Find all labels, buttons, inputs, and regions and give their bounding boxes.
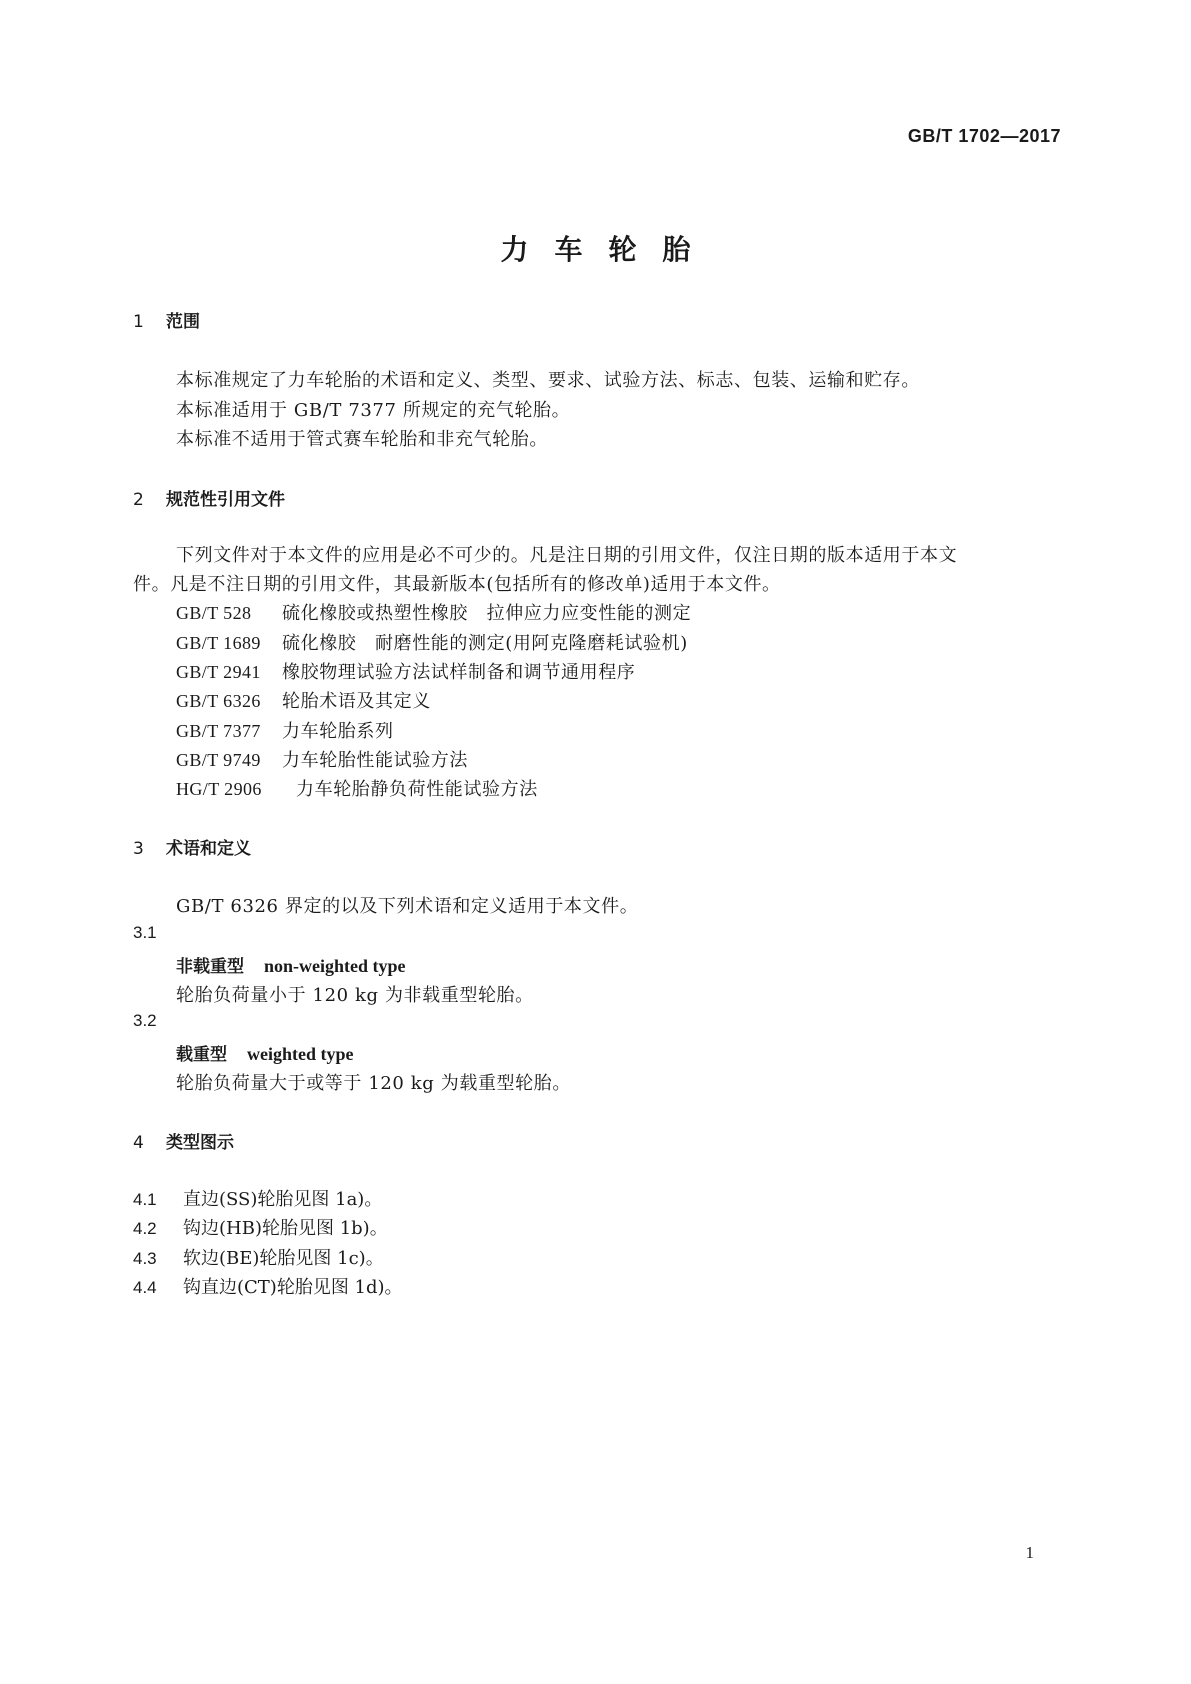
clause-item bbox=[133, 1244, 384, 1270]
reference-code: GB/T 528 bbox=[176, 603, 252, 623]
clause-item bbox=[133, 1214, 388, 1240]
document-title: 力车轮胎 bbox=[500, 233, 717, 266]
term-entry bbox=[176, 1040, 354, 1065]
reference-code: GB/T 6326 bbox=[176, 691, 261, 711]
section-number: 2 bbox=[133, 490, 144, 510]
term-definition: 轮胎负荷量大于或等于 120 kg 为载重型轮胎。 bbox=[176, 1073, 571, 1094]
reference-item bbox=[176, 658, 635, 684]
reference-code: GB/T 1689 bbox=[176, 633, 261, 653]
term-en: non-weighted type bbox=[264, 956, 406, 976]
reference-item bbox=[176, 629, 688, 655]
clause-item bbox=[133, 1185, 382, 1211]
reference-title: 力车轮胎性能试验方法 bbox=[282, 750, 468, 771]
section-number: 1 bbox=[133, 312, 144, 332]
section-heading-scope bbox=[133, 307, 200, 332]
paragraph: 本标准适用于 GB/T 7377 所规定的充气轮胎。 bbox=[176, 400, 571, 421]
term-zh: 载重型 bbox=[176, 1045, 227, 1065]
term-number: 3.2 bbox=[133, 1011, 157, 1030]
reference-code: GB/T 9749 bbox=[176, 750, 261, 770]
clause-number: 4.2 bbox=[133, 1219, 157, 1238]
paragraph: 本标准不适用于管式赛车轮胎和非充气轮胎。 bbox=[176, 429, 548, 450]
reference-code: GB/T 7377 bbox=[176, 721, 261, 741]
clause-text: 直边(SS)轮胎见图 1a)。 bbox=[183, 1189, 383, 1210]
section-heading-type-illustrations bbox=[133, 1128, 234, 1153]
clause-text: 钩直边(CT)轮胎见图 1d)。 bbox=[183, 1277, 403, 1298]
reference-item bbox=[176, 599, 691, 625]
section-number: 3 bbox=[133, 839, 144, 859]
section-title: 范围 bbox=[166, 312, 200, 332]
clause-number: 4.3 bbox=[133, 1249, 157, 1268]
clause-text: 软边(BE)轮胎见图 1c)。 bbox=[183, 1248, 384, 1269]
reference-item bbox=[176, 687, 431, 713]
reference-code: HG/T 2906 bbox=[176, 779, 262, 799]
clause-number: 4.4 bbox=[133, 1278, 157, 1297]
standard-number: GB/T 1702—2017 bbox=[907, 126, 1061, 146]
reference-title: 力车轮胎静负荷性能试验方法 bbox=[296, 779, 538, 800]
term-zh: 非载重型 bbox=[176, 957, 244, 977]
section-heading-normative-references bbox=[133, 485, 285, 510]
paragraph: GB/T 6326 界定的以及下列术语和定义适用于本文件。 bbox=[176, 896, 639, 917]
reference-item bbox=[176, 717, 394, 743]
clause-text: 钩边(HB)轮胎见图 1b)。 bbox=[183, 1218, 388, 1239]
section-title: 规范性引用文件 bbox=[166, 490, 285, 510]
term-definition: 轮胎负荷量小于 120 kg 为非载重型轮胎。 bbox=[176, 985, 534, 1006]
section-title: 术语和定义 bbox=[166, 839, 251, 859]
term-entry bbox=[176, 952, 406, 977]
reference-title: 轮胎术语及其定义 bbox=[282, 691, 431, 712]
reference-item bbox=[176, 775, 538, 801]
paragraph: 下列文件对于本文件的应用是必不可少的。凡是注日期的引用文件，仅注日期的版本适用于本文 bbox=[176, 545, 958, 566]
reference-title: 硫化橡胶 耐磨性能的测定(用阿克隆磨耗试验机) bbox=[282, 633, 688, 654]
reference-title: 硫化橡胶或热塑性橡胶 拉伸应力应变性能的测定 bbox=[282, 603, 692, 624]
clause-number: 4.1 bbox=[133, 1190, 157, 1209]
reference-title: 橡胶物理试验方法试样制备和调节通用程序 bbox=[282, 662, 636, 683]
page-number: 1 bbox=[1025, 1543, 1034, 1562]
section-number: 4 bbox=[133, 1133, 144, 1153]
clause-item bbox=[133, 1273, 403, 1299]
reference-item bbox=[176, 746, 468, 772]
section-heading-terms-definitions bbox=[133, 834, 251, 859]
paragraph-continuation: 件。凡是不注日期的引用文件，其最新版本(包括所有的修改单)适用于本文件。 bbox=[133, 574, 781, 595]
section-title: 类型图示 bbox=[166, 1133, 234, 1153]
reference-title: 力车轮胎系列 bbox=[282, 721, 394, 742]
reference-code: GB/T 2941 bbox=[176, 662, 261, 682]
term-en: weighted type bbox=[247, 1044, 354, 1064]
term-number: 3.1 bbox=[133, 923, 157, 942]
paragraph: 本标准规定了力车轮胎的术语和定义、类型、要求、试验方法、标志、包装、运输和贮存。 bbox=[176, 370, 920, 391]
